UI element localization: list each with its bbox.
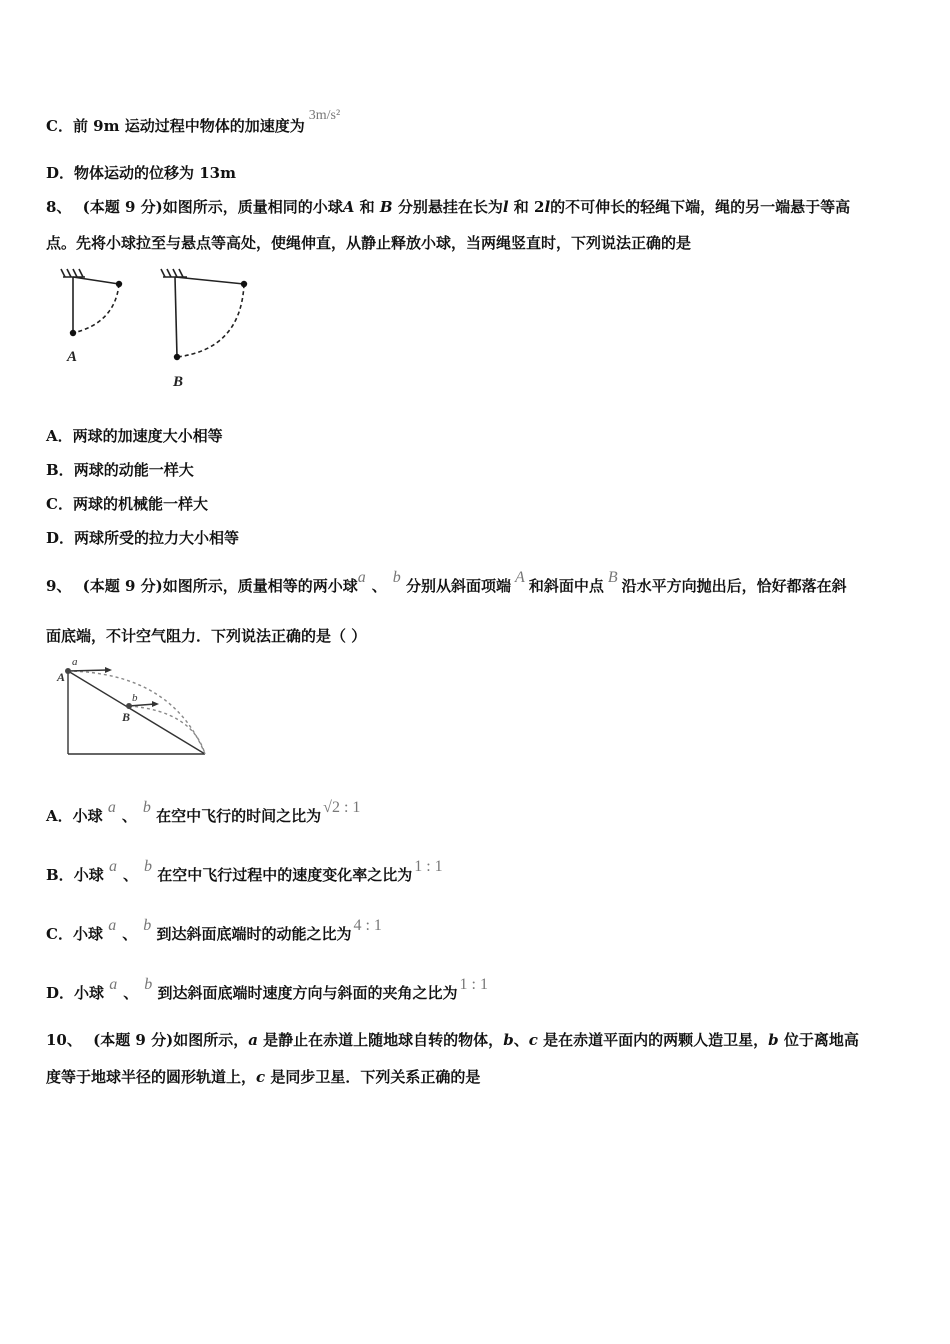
q9-option-c-value: 4 : 1 [353, 917, 382, 934]
q9-figure-label-a-ball: a [72, 656, 78, 668]
q9-option-b-value: 1 : 1 [414, 858, 443, 875]
q9-figure-label-b-point: B [122, 710, 131, 724]
q9-option-a[interactable]: A．小球 a 、 b 在空中飞行的时间之比为 √2 : 1 [46, 799, 361, 825]
q9-option-b[interactable]: B．小球 a 、 b 在空中飞行过程中的速度变化率之比为 1 : 1 [46, 858, 443, 884]
q8-option-a[interactable]: A．两球的加速度大小相等 [46, 427, 223, 445]
q7-option-c-value: 3m/s² [308, 108, 341, 123]
q7-option-c[interactable]: C．前 9m 运动过程中物体的加速度为3m/s² [46, 108, 341, 135]
q9-figure-label-b-ball: b [132, 692, 138, 704]
q10-stem-line1: 10、 (本题 9 分)如图所示，a 是静止在赤道上随地球自转的物体，b、c 是在赤道平面内的两颗人造卫星，b 位于离地高 [46, 1031, 859, 1049]
q8-option-c[interactable]: C．两球的机械能一样大 [46, 495, 208, 513]
q9-stem-line2: 面底端，不计空气阻力．下列说法正确的是（ ） [46, 627, 367, 645]
q8-stem-line2: 点。先将小球拉至与悬点等高处，使绳伸直，从静止释放小球，当两绳竖直时，下列说法正确的是 [46, 234, 692, 252]
q9-option-d-value: 1 : 1 [459, 976, 488, 993]
q9-option-c[interactable]: C．小球 a 、 b 到达斜面底端时的动能之比为 4 : 1 [46, 917, 382, 943]
q9-figure-label-a-point: A [57, 670, 66, 684]
q8-stem-line1: 8、 (本题 9 分)如图所示，质量相同的小球A 和 B 分别悬挂在长为l 和 2l的不可伸长的轻绳下端，绳的另一端悬于等高 [46, 198, 851, 216]
q8-figure-label-a: A [67, 349, 78, 365]
q8-pendulum-figure [55, 265, 265, 395]
q9-option-d[interactable]: D．小球 a 、 b 到达斜面底端时速度方向与斜面的夹角之比为 1 : 1 [46, 976, 488, 1002]
q9-incline-figure [52, 655, 217, 765]
q8-option-d[interactable]: D．两球所受的拉力大小相等 [46, 529, 240, 547]
q10-stem-line2: 度等于地球半径的圆形轨道上，c 是同步卫星．下列关系正确的是 [46, 1068, 481, 1086]
q9-option-a-value: √2 : 1 [323, 799, 361, 816]
q8-option-b[interactable]: B．两球的动能一样大 [46, 461, 194, 479]
q7-option-d[interactable]: D．物体运动的位移为 13m [46, 164, 236, 182]
q8-figure-label-b: B [173, 374, 184, 390]
q9-stem-line1: 9、 (本题 9 分)如图所示，质量相等的两小球a 、 b 分别从斜面项端 A 和斜面中点 B 沿水平方向抛出后，恰好都落在斜 [46, 569, 847, 595]
